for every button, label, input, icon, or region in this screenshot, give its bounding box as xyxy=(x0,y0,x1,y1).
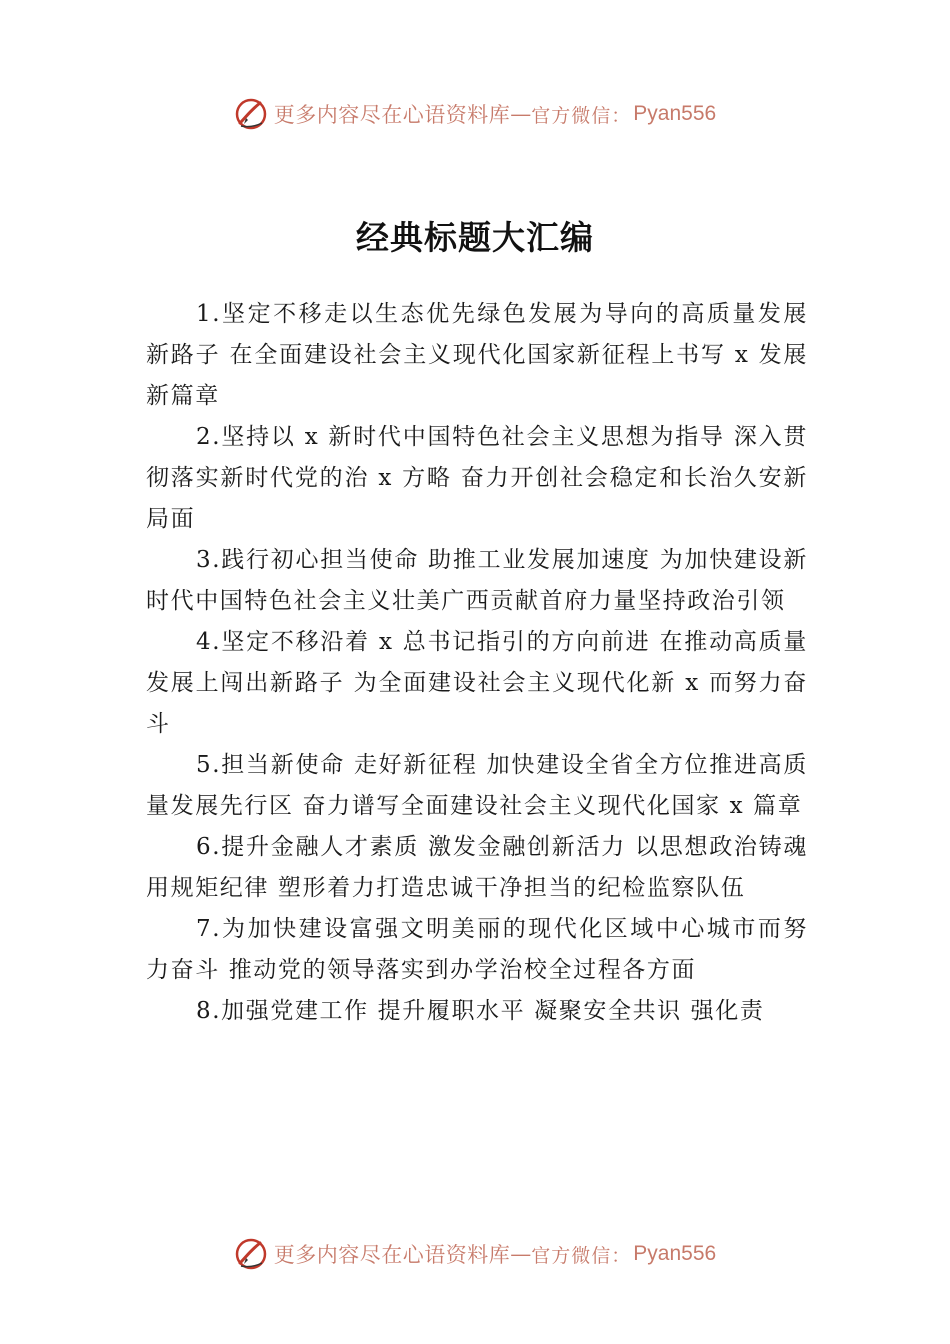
banner-brand: 更多内容尽在心语资料库 xyxy=(273,103,511,127)
banner-official-label: 官方微信： xyxy=(531,1244,632,1267)
banner-separator: — xyxy=(510,102,532,126)
banner-wechat-id: Pyan556 xyxy=(633,1242,717,1265)
list-item: 4.坚定不移沿着 x 总书记指引的方向前进 在推动高质量发展上闯出新路子 为全面建设社会主义现代化新 x 而努力奋斗 xyxy=(146,629,808,737)
banner-official-label: 官方微信： xyxy=(531,104,632,127)
list-item: 8.加强党建工作 提升履职水平 凝聚安全共识 强化责 xyxy=(196,998,765,1024)
document-title: 经典标题大汇编 xyxy=(356,218,594,257)
list-item: 5.担当新使命 走好新征程 加快建设全省全方位推进高质量发展先行区 奋力谱写全面建设社会主义现代化国家 x 篇章 xyxy=(146,752,808,819)
banner-wechat-id: Pyan556 xyxy=(633,102,717,125)
footer-banner xyxy=(0,1234,950,1274)
list-item: 1.坚定不移走以生态优先绿色发展为导向的高质量发展新路子 在全面建设社会主义现代化国家新征程上书写 x 发展新篇章 xyxy=(146,301,808,409)
banner-separator: — xyxy=(510,1242,532,1266)
header-banner xyxy=(0,94,950,134)
list-item: 6.提升金融人才素质 激发金融创新活力 以思想政治铸魂用规矩纪律 塑形着力打造忠诚干净担当的纪检监察队伍 xyxy=(146,834,808,901)
document-body xyxy=(146,294,808,1032)
pen-seal-logo-icon xyxy=(234,1237,268,1271)
banner-brand: 更多内容尽在心语资料库 xyxy=(273,1243,511,1267)
list-item: 7.为加快建设富强文明美丽的现代化区域中心城市而努力奋斗 推动党的领导落实到办学治校全过程各方面 xyxy=(146,916,808,983)
list-item: 2.坚持以 x 新时代中国特色社会主义思想为指导 深入贯彻落实新时代党的治 x 方略 奋力开创社会稳定和长治久安新局面 xyxy=(146,424,808,532)
list-item: 3.践行初心担当使命 助推工业发展加速度 为加快建设新时代中国特色社会主义壮美广西贡献首府力量坚持政治引领 xyxy=(146,547,808,614)
pen-seal-logo-icon xyxy=(234,97,268,131)
